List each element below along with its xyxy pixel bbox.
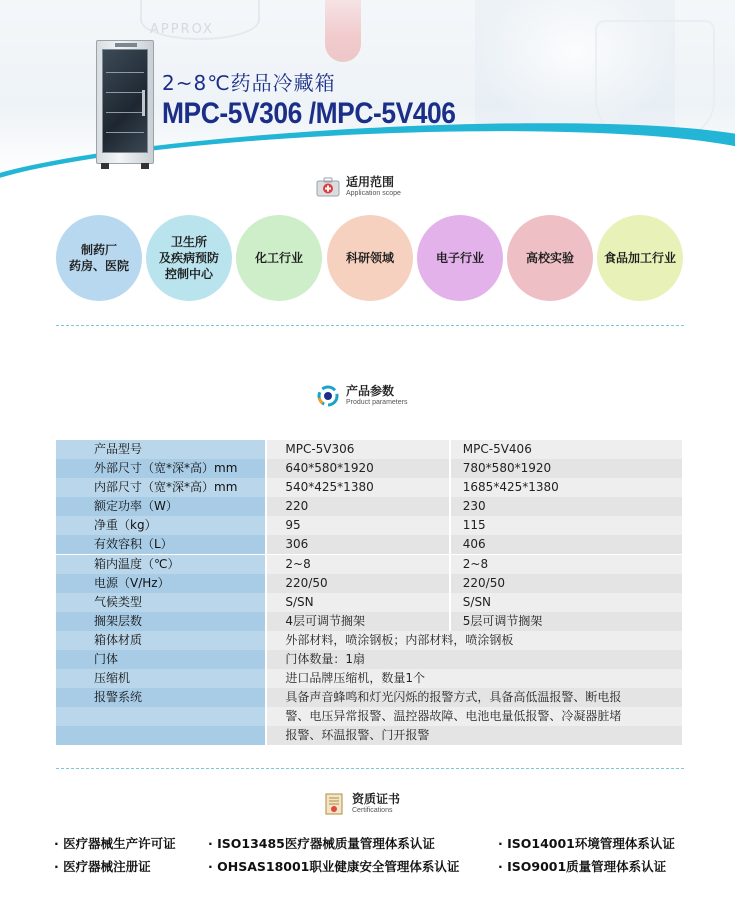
beaker-decoration (595, 20, 715, 140)
value-5v406: 406 (451, 535, 682, 554)
value-5v306: MPC-5V306 (267, 440, 448, 459)
certificate-icon (322, 793, 346, 815)
row-value: 外部材料，喷涂钢板；内部材料，喷涂钢板 (267, 631, 682, 650)
scope-circle-research: 科研领域 (327, 215, 413, 301)
row-label: 箱体材质 (56, 631, 265, 650)
value-5v306: 640*580*1920 (267, 459, 448, 478)
value-5v406: 5层可调节搁架 (451, 612, 682, 631)
alarm-line-3: 报警、环温报警、门开报警 (267, 726, 682, 745)
value-5v406: 115 (451, 516, 682, 535)
table-row (56, 707, 682, 726)
row-label: 净重（kg） (56, 516, 265, 535)
header-banner (0, 0, 735, 178)
cert-item: · 医疗器械注册证 (54, 859, 151, 874)
table-row (56, 497, 682, 516)
row-label: 产品型号 (56, 440, 265, 459)
row-label: 有效容积（L） (56, 535, 265, 554)
table-row (56, 574, 682, 593)
scope-circle-university: 高校实验 (507, 215, 593, 301)
value-5v306: 540*425*1380 (267, 478, 448, 497)
scope-heading (316, 176, 401, 198)
scope-circle-clinic: 卫生所 及疾病预防 控制中心 (146, 215, 232, 301)
params-subtitle: Product parameters (346, 399, 408, 406)
row-value: 进口品牌压缩机，数量1个 (267, 669, 682, 688)
table-row (56, 555, 682, 574)
product-subtitle: 2~8℃药品冷藏箱 (162, 71, 336, 95)
scope-circle-food: 食品加工行业 (597, 215, 683, 301)
cert-item: · ISO14001环境管理体系认证 (498, 836, 675, 851)
value-5v306: 220/50 (267, 574, 448, 593)
alarm-label: 报警系统 (56, 688, 265, 707)
row-label: 箱内温度（℃） (56, 555, 265, 574)
table-row (56, 631, 682, 650)
certs-subtitle: Certifications (352, 807, 393, 814)
alarm-line-2: 警、电压异常报警、温控器故障、电池电量低报警、冷凝器脏堵 (267, 707, 682, 726)
divider (56, 768, 684, 769)
row-value: 门体数量：1扇 (267, 650, 682, 669)
table-row (56, 593, 682, 612)
row-label: 压缩机 (56, 669, 265, 688)
test-tube-decoration (325, 0, 361, 62)
table-row (56, 650, 682, 669)
product-model-title: MPC-5V306 /MPC-5V406 (162, 97, 456, 130)
params-heading (316, 385, 407, 407)
value-5v406: 1685*425*1380 (451, 478, 682, 497)
divider (56, 325, 684, 326)
table-row (56, 535, 682, 554)
value-5v406: 2~8 (451, 555, 682, 574)
value-5v406: S/SN (451, 593, 682, 612)
cert-item: · 医疗器械生产许可证 (54, 836, 176, 851)
row-label: 内部尺寸（宽*深*高）mm (56, 478, 265, 497)
cert-item: · OHSAS18001职业健康安全管理体系认证 (208, 859, 460, 874)
row-label: 外部尺寸（宽*深*高）mm (56, 459, 265, 478)
table-row (56, 459, 682, 478)
table-row (56, 612, 682, 631)
value-5v406: MPC-5V406 (451, 440, 682, 459)
table-row (56, 726, 682, 745)
row-label: 气候类型 (56, 593, 265, 612)
table-row (56, 669, 682, 688)
first-aid-kit-icon (316, 176, 340, 198)
parameter-table (56, 440, 682, 746)
value-5v406: 220/50 (451, 574, 682, 593)
value-5v306: 306 (267, 535, 448, 554)
row-label: 电源（V/Hz） (56, 574, 265, 593)
scope-subtitle: Application scope (346, 190, 401, 197)
certs-heading (322, 793, 400, 815)
cert-item: · ISO13485医疗器械质量管理体系认证 (208, 836, 435, 851)
value-5v306: 2~8 (267, 555, 448, 574)
value-5v306: S/SN (267, 593, 448, 612)
gauge-icon (316, 385, 340, 407)
value-5v406: 230 (451, 497, 682, 516)
row-label: 门体 (56, 650, 265, 669)
row-label: 搁架层数 (56, 612, 265, 631)
row-label: 额定功率（W） (56, 497, 265, 516)
certs-title: 资质证书 (352, 792, 401, 806)
params-title: 产品参数 (346, 384, 395, 398)
background-text: APPROX (150, 22, 214, 37)
table-row (56, 478, 682, 497)
value-5v306: 4层可调节搁架 (267, 612, 448, 631)
value-5v306: 95 (267, 516, 448, 535)
cert-item: · ISO9001质量管理体系认证 (498, 859, 667, 874)
scope-circle-pharma: 制药厂 药房、医院 (56, 215, 142, 301)
table-row (56, 440, 682, 459)
scope-circle-chemical: 化工行业 (236, 215, 322, 301)
scope-title: 适用范围 (346, 175, 395, 189)
table-row (56, 516, 682, 535)
value-5v306: 220 (267, 497, 448, 516)
refrigerator-image (96, 40, 154, 164)
value-5v406: 780*580*1920 (451, 459, 682, 478)
table-row (56, 688, 682, 707)
alarm-line-1: 具备声音蜂鸣和灯光闪烁的报警方式，具备高低温报警、断电报 (267, 688, 682, 707)
scope-circle-electronics: 电子行业 (417, 215, 503, 301)
